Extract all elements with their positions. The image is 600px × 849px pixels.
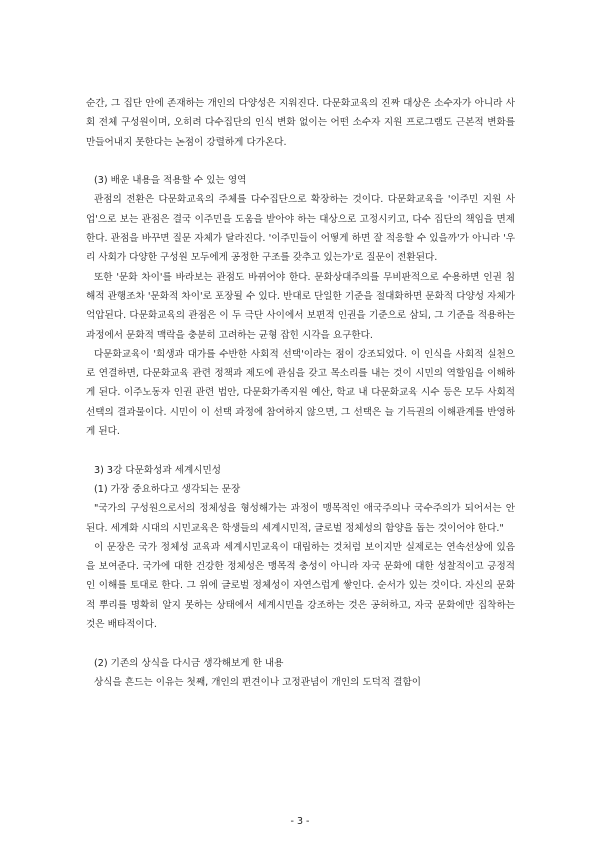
spacer bbox=[86, 152, 515, 171]
spacer bbox=[86, 634, 515, 653]
document-body bbox=[86, 94, 515, 692]
paragraph: 이 문장은 국가 정체성 교육과 세계시민교육이 대립하는 것처럼 보이지만 실제로는 연속선상에 있음을 보여준다. 국가에 대한 건강한 정체성은 맹목적 충성이 아니라 자국 문화에 대한 성찰적이고 긍정적인 이해를 토대로 한다. 그 위에 글로벌 정체성이 자연스럽게 쌓인다. 순서가 있는 것이다. 자신의 문화적 뿌리를 명확히 알지 못하는 상태에서 세계시민을 강조하는 것은 공허하고, 자국 문화에만 집착하는 것은 배타적이다. bbox=[86, 541, 515, 631]
paragraph: 또한 '문화 차이'를 바라보는 관점도 바뀌어야 한다. 문화상대주의를 무비판적으로 수용하면 인권 침해적 관행조차 '문화적 차이'로 포장될 수 있다. 반대로 단일한 기준을 절대화하면 문화적 다양성 자체가 억압된다. 다문화교육의 관점은 이 두 극단 사이에서 보편적 인권을 기준으로 삼되, 그 기준을 적용하는 과정에서 문화적 맥락을 충분히 고려하는 균형 잡힌 시각을 요구한다. bbox=[86, 271, 515, 341]
spacer bbox=[86, 441, 515, 460]
paragraph-continuation: 순간, 그 집단 안에 존재하는 개인의 다양성은 지워진다. 다문화교육의 진짜 대상은 소수자가 아니라 사회 전체 구성원이며, 오히려 다수집단의 인식 변화 없이는 어떤 소수자 지원 프로그램도 근본적 변화를 만들어내지 못한다는 논점이 강렬하게 다가온다. bbox=[86, 98, 515, 148]
subheading-rethink: (2) 기존의 상식을 다시금 생각해보게 한 내용 bbox=[94, 657, 284, 669]
paragraph: 상식을 흔드는 이유는 첫째, 개인의 편견이나 고정관념이 개인의 도덕적 결함이 bbox=[94, 676, 422, 688]
quoted-sentence: "국가의 구성원으로서의 정체성을 형성해가는 과정이 맹목적인 애국주의나 국수주의가 되어서는 안 된다. 세계화 시대의 시민교육은 학생들의 세계시민적, 글로벌 정체성의 함양을 돕는 것이어야 한다." bbox=[86, 503, 515, 534]
section-heading: 3) 3강 다문화성과 세계시민성 bbox=[94, 464, 222, 476]
paragraph: 다문화교육이 '희생과 대가를 수반한 사회적 선택'이라는 점이 강조되었다. 이 인식을 사회적 실천으로 연결하면, 다문화교육 관련 정책과 제도에 관심을 갖고 목소리를 내는 것이 시민의 역할임을 이해하게 된다. 이주노동자 인권 관련 법안, 다문화가족지원 예산, 학교 내 다문화교육 시수 등은 모두 사회적 선택의 결과물이다. 시민이 이 선택 과정에 참여하지 않으면, 그 선택은 늘 기득권의 이해관계를 반영하게 된다. bbox=[86, 348, 515, 438]
paragraph: 관점의 전환은 다문화교육의 주체를 다수집단으로 확장하는 것이다. 다문화교육을 '이주민 지원 사업'으로 보는 관점은 결국 이주민을 도움을 받아야 하는 대상으로 고정시키고, 다수 집단의 책임을 면제한다. 관점을 바꾸면 질문 자체가 달라진다. '이주민들이 어떻게 하면 잘 적응할 수 있을까'가 아니라 '우리 사회가 다양한 구성원 모두에게 공정한 구조를 갖추고 있는가'로 질문이 전환된다. bbox=[86, 194, 515, 264]
subheading-applicable-area: (3) 배운 내용을 적용할 수 있는 영역 bbox=[94, 175, 247, 187]
subheading-important-sentence: (1) 가장 중요하다고 생각되는 문장 bbox=[94, 483, 241, 495]
page-number: - 3 - bbox=[290, 816, 310, 827]
